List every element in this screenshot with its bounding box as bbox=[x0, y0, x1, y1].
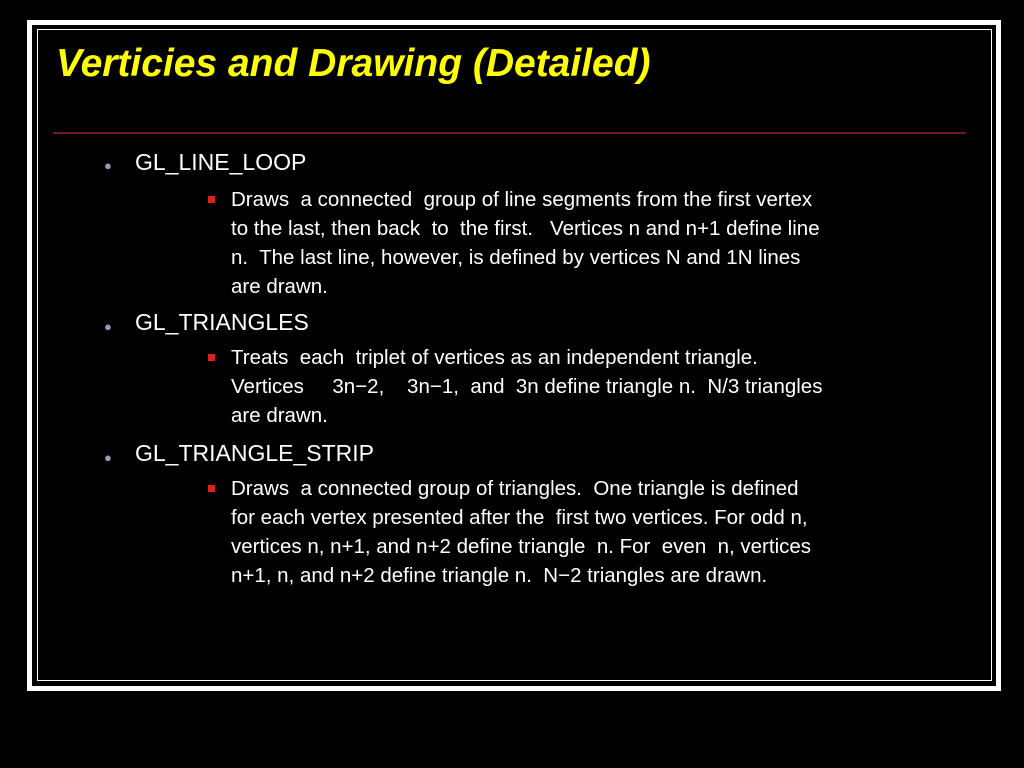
bullet-heading-triangles: GL_TRIANGLES bbox=[135, 309, 309, 335]
square-bullet-icon bbox=[208, 354, 215, 361]
bullet-heading-triangle-strip: GL_TRIANGLE_STRIP bbox=[135, 440, 375, 466]
body-line: to the last, then back to the first. Vertices n and n+1 define line bbox=[231, 217, 820, 240]
square-bullet-icon bbox=[208, 485, 215, 492]
body-line: n. The last line, however, is defined by vertices N and 1N lines bbox=[231, 246, 801, 269]
bullet-body-line-loop bbox=[231, 185, 981, 301]
body-line: Vertices 3n−2, 3n−1, and 3n define triangle n. N/3 triangles bbox=[231, 375, 823, 398]
bullet-body-triangles bbox=[231, 343, 981, 430]
body-line: vertices n, n+1, and n+2 define triangle n. For even n, vertices bbox=[231, 535, 812, 558]
body-line: are drawn. bbox=[231, 275, 328, 298]
dot-bullet-icon: ● bbox=[104, 158, 112, 173]
body-line: n+1, n, and n+2 define triangle n. N−2 triangles are drawn. bbox=[231, 564, 768, 587]
body-line: Draws a connected group of triangles. One triangle is defined bbox=[231, 477, 799, 500]
square-bullet-icon bbox=[208, 196, 215, 203]
body-line: for each vertex presented after the first two vertices. For odd n, bbox=[231, 506, 808, 529]
dot-bullet-icon: ● bbox=[104, 450, 112, 465]
body-line: are drawn. bbox=[231, 404, 328, 427]
body-line: Draws a connected group of line segments from the first vertex bbox=[231, 188, 813, 211]
body-line: Treats each triplet of vertices as an independent triangle. bbox=[231, 346, 758, 369]
bullet-body-triangle-strip bbox=[231, 474, 981, 590]
dot-bullet-icon: ● bbox=[104, 319, 112, 334]
slide-title: Verticies and Drawing (Detailed) bbox=[56, 42, 651, 85]
bullet-heading-line-loop: GL_LINE_LOOP bbox=[135, 149, 307, 175]
